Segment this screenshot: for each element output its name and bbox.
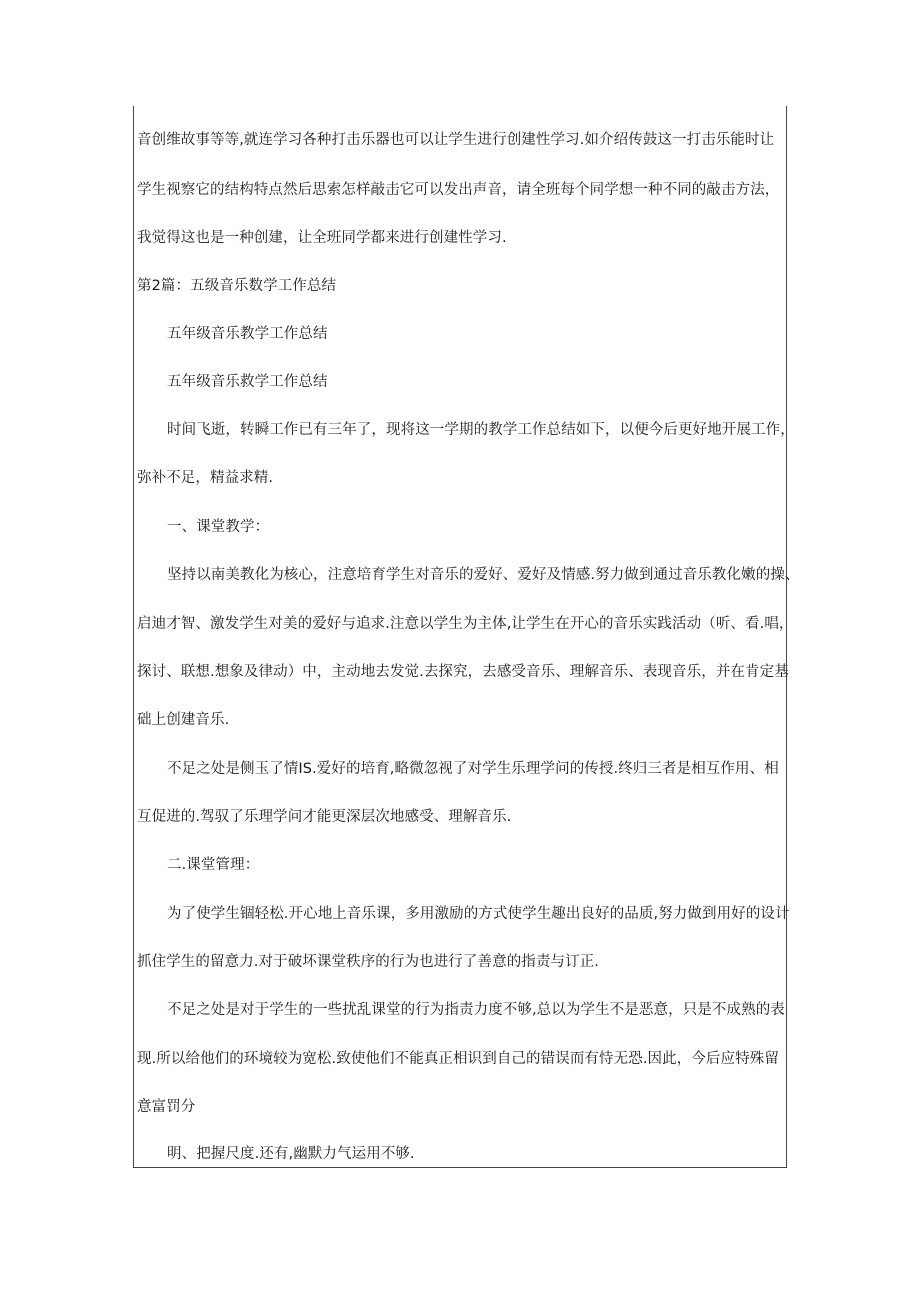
subsection-heading: 一、课堂教学：: [167, 519, 270, 535]
body-text-line: 础上创建音乐.: [137, 712, 230, 728]
subsection-heading: 二.课堂管理：: [167, 857, 260, 873]
section-heading: 第2篇：五级音乐数学工作总结: [137, 278, 337, 294]
body-text-line: 不足之处是对于学生的一些扰乱课堂的行为指责力度不够,总以为学生不是恶意，只是不成熟的表: [167, 1002, 785, 1018]
body-text-line: 音创维故事等等,就连学习各种打击乐器也可以让学生进行创建性学习.如介绍传鼓这一打击乐能时让: [137, 132, 775, 148]
body-text-line: 意富罚分: [137, 1099, 196, 1115]
body-text-line: 抓住学生的留意力.对于破坏课堂秩序的行为也进行了善意的指责与订正.: [137, 954, 600, 970]
body-text-line: 为了使学生锢轻松.开心地上音乐课，多用激励的方式使学生趣出良好的品质,努力做到用好的设计: [167, 906, 790, 922]
body-text-line: 明、把握尺度.还有,幽默力气运用不够.: [167, 1146, 415, 1162]
body-text-line: 不足之处是侧玉了情IS.爱好的培育,略微忽视了对学生乐理学问的传授.终归三者是相互作用、相: [167, 761, 779, 777]
body-text-line: 启迪才智、激发学生对美的爱好与追求.注意以学生为主体,让学生在开心的音乐实践活动（听、看.唱，: [137, 616, 794, 632]
body-text-line: 互促进的.驾驭了乐理学问才能更深层次地感受、理解音乐.: [137, 809, 512, 825]
body-text-line: 弥补不足，精益求精.: [137, 470, 274, 486]
body-text-line: 坚持以南美教化为核心，注意培育学生对音乐的爱好、爱好及情感.努力做到通过音乐教化嫩的操、: [167, 567, 800, 583]
body-text-line: 探讨、联想.想象及律动）中，主动地去发觉.去探究，去感受音乐、理解音乐、表现音乐，并在肯定基: [137, 664, 789, 680]
body-text-line: 我觉得这也是一种创建，让全班同学都来进行创建性学习.: [137, 230, 507, 246]
document-title: 五年级音乐教学工作总结: [167, 326, 328, 342]
body-text-line: 时间飞逝，转瞬工作已有三年了，现将这一学期的教学工作总结如下，以便今后更好地开展工作，: [167, 422, 795, 438]
body-text-line: 学生视察它的结构特点然后思索怎样敲击它可以发出声音，请全班每个同学想一种不同的敲击方法，: [137, 182, 780, 198]
body-text-line: 现.所以给他们的环境较为宽松.致使他们不能真正相识到自己的错误而有恃无恐.因此，今后应特殊留: [137, 1051, 779, 1067]
document-subtitle: 五年级音乐救学工作总结: [167, 374, 328, 390]
